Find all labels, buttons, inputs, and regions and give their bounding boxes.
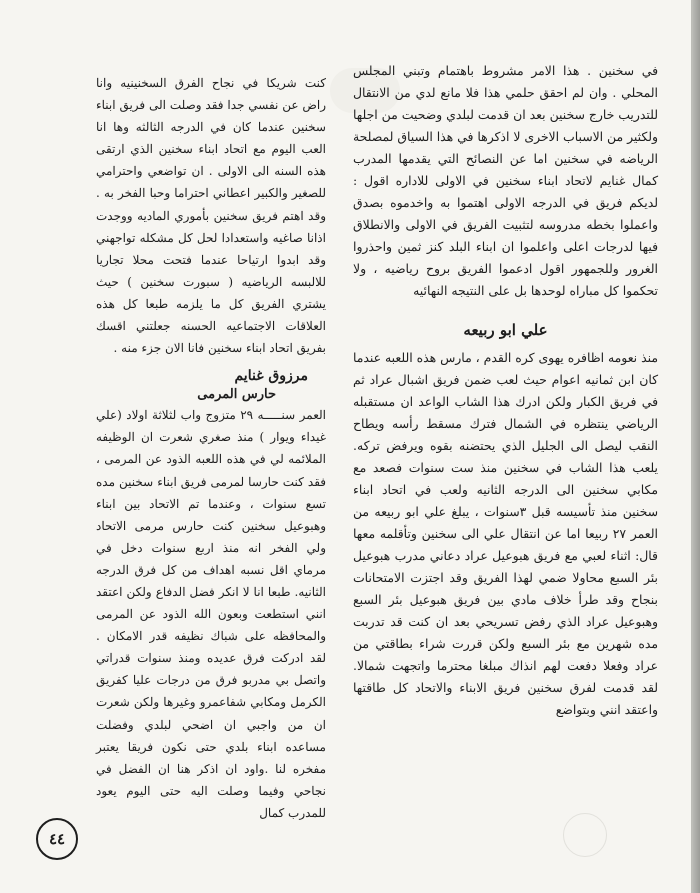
ali-article-continued: كنت شريكا في نجاح الفرق السخنينيه وانا راض عن نفسي جدا فقد وصلت الى فريق ابناء سخنين عندما كان في الدرجه الثالثه وها انا العب اليوم مع اتحاد ابناء سخنين الذي ارتقى هذه السنه الى الاولى . ان تواضعي واحترامي للصغير والكبير اعطاني احتراما وحبا الفخر به . وقد اهتم فريق سخنين بأموري الماديه ووجدت اذانا صاغيه واستعدادا لحل كل مشكله تواجهني وقد ابدوا ارتياحا عندما فتحت محلا تجاريا للالبسه الرياضيه ( سبورت سخنين ) حيث يشتري الفريق كل ما يلزمه طبعا كل هذه العلاقات الاجتماعيه الحسنه جعلتني اقسك بفريق اتحاد ابناء سخنين فانا الان جزء منه . xyxy=(96,76,326,356)
right-column xyxy=(353,60,658,721)
kamal-interview-ending: في سخنين . هذا الامر مشروط باهتمام وتبني المجلس المحلي . وان لم احقق حلمي هذا فلا مانع لدي من الانتقال للتدريب خارج سخنين بعد ان قدمت لبلدي وضحيت من اجلها ولكثير من الاسباب الاخرى لا اذكرها في هذا السياق لمصلحة الرياضه في سخنين اما عن النصائح التي يقدمها المدرب كمال غنايم لاتحاد ابناء سخنين في الاولى للاداره اقول : لديكم فريق في الدرجه الاولى اهتموا به واخدموه بصدق واعملوا بخطه مدروسه لتثبيت الفريق في الاولى والانطلاق فيها لدرجات اعلى واعلموا ان ابناء البلد كنز ثمين واحذروا الغرور وللجمهور اقول ادعموا الفريق بروح رياضيه ، ولا تحكموا كل مباراه لوحدها بل على النتيجه النهائيه xyxy=(353,63,658,299)
left-column xyxy=(96,72,326,824)
section-heading-ali-abu-rabia: علي ابو ربيعه xyxy=(463,320,548,339)
section-heading-marzouq-ghnaim: مرزوق غنايم xyxy=(234,368,308,385)
ali-abu-rabia-article: منذ نعومه اظافره يهوى كره القدم ، مارس هذه اللعبه عندما كان ابن ثمانيه اعوام حيث لعب ضمن فريق اشبال عراد ثم في فريق الكبار ولكن ادرك هذا الشاب الواعد ان مستقبله الرياضي ينتظره في الشمال فترك مسقط رأسه ويطاح النقب ليصل الى الجليل الذي يحتضنه بقوه ويرفض تركه. يلعب هذا الشاب في سخنين منذ ست سنوات فصعد مع مكابي سخنين الى الدرجه الثانيه ولعب في اتحاد ابناء سخنين منذ تأسيسه قبل ٣سنوات ، يبلغ علي ابو ربيعه من العمر ٢٧ ربيعا اما عن انتقال علي الى سخنين وتأقلمه معها قال: اثناء لعبي مع فريق هبوعيل عراد دعاني مدرب هبوعيل بئر السبع محاولا ضمي لهذا الفريق وقد اجتزت الامتحانات بنجاح وقد طرأ خلاف مادي بين فريق هبوعيل بئر السبع وهبوعيل عراد الذي رفض تسريحي بعد ان كنت قد تدربت مده شهرين مع بئر السبع ولكن قررت شراء بطاقتي من عراد وفعلا دفعت لهم انذاك مبلغا محترما واتجهت شمالا. لقد قدمت لفرق سخنين فريق الابناء والاتحاد كل طاقتها واعتقد انني وبتواضع xyxy=(353,349,659,718)
page-number-badge: ٤٤ xyxy=(36,818,78,860)
player-position-goalkeeper: حارس المرمى xyxy=(197,387,276,403)
book-spine-edge xyxy=(693,0,700,893)
bleed-through-page-number xyxy=(563,813,607,857)
marzouq-ghnaim-article: العمر سنـــــه ٢٩ متزوج واب لثلاثة اولاد (علي غيداء ويوار ) منذ صغري شعرت ان الوظيفه الملائمه لي في هذه اللعبه الذود عن المرمى ، فقد كنت حارسا لمرمى فريق ابناء سخنين مده تسع سنوات ، وعندما تم الاتحاد بين ابناء وهبوعيل سخنين كنت حارس مرمى الاتحاد ولي الفخر انه منذ اربع سنوات دخل في مرماي اقل نسبه اهداف من كل فرق الدرجه الثانيه. طبعا انا لا انكر فضل الدفاع ولكن اعتقد انني استطعت وبعون الله الذود عن المرمى والمحافظه على شباك نظيفه قدر الامكان . لقد ادركت فرق عديده ومنذ سنوات قدراتي واتصل بي مدربو فرق من درجات عليا كفريق الكرمل ومكابي شفاعمرو وغيرها ولكن شعرت ان من واجبي ان اضحي لبلدي وفضلت مساعده ابناء بلدي حتى نكون فريقا يعتبر مفخره لنا .واود ان اذكر هنا ان الفضل في نجاحي وفيما وصلت اليه حتى اليوم يعود للمدرب كمال xyxy=(96,408,327,820)
